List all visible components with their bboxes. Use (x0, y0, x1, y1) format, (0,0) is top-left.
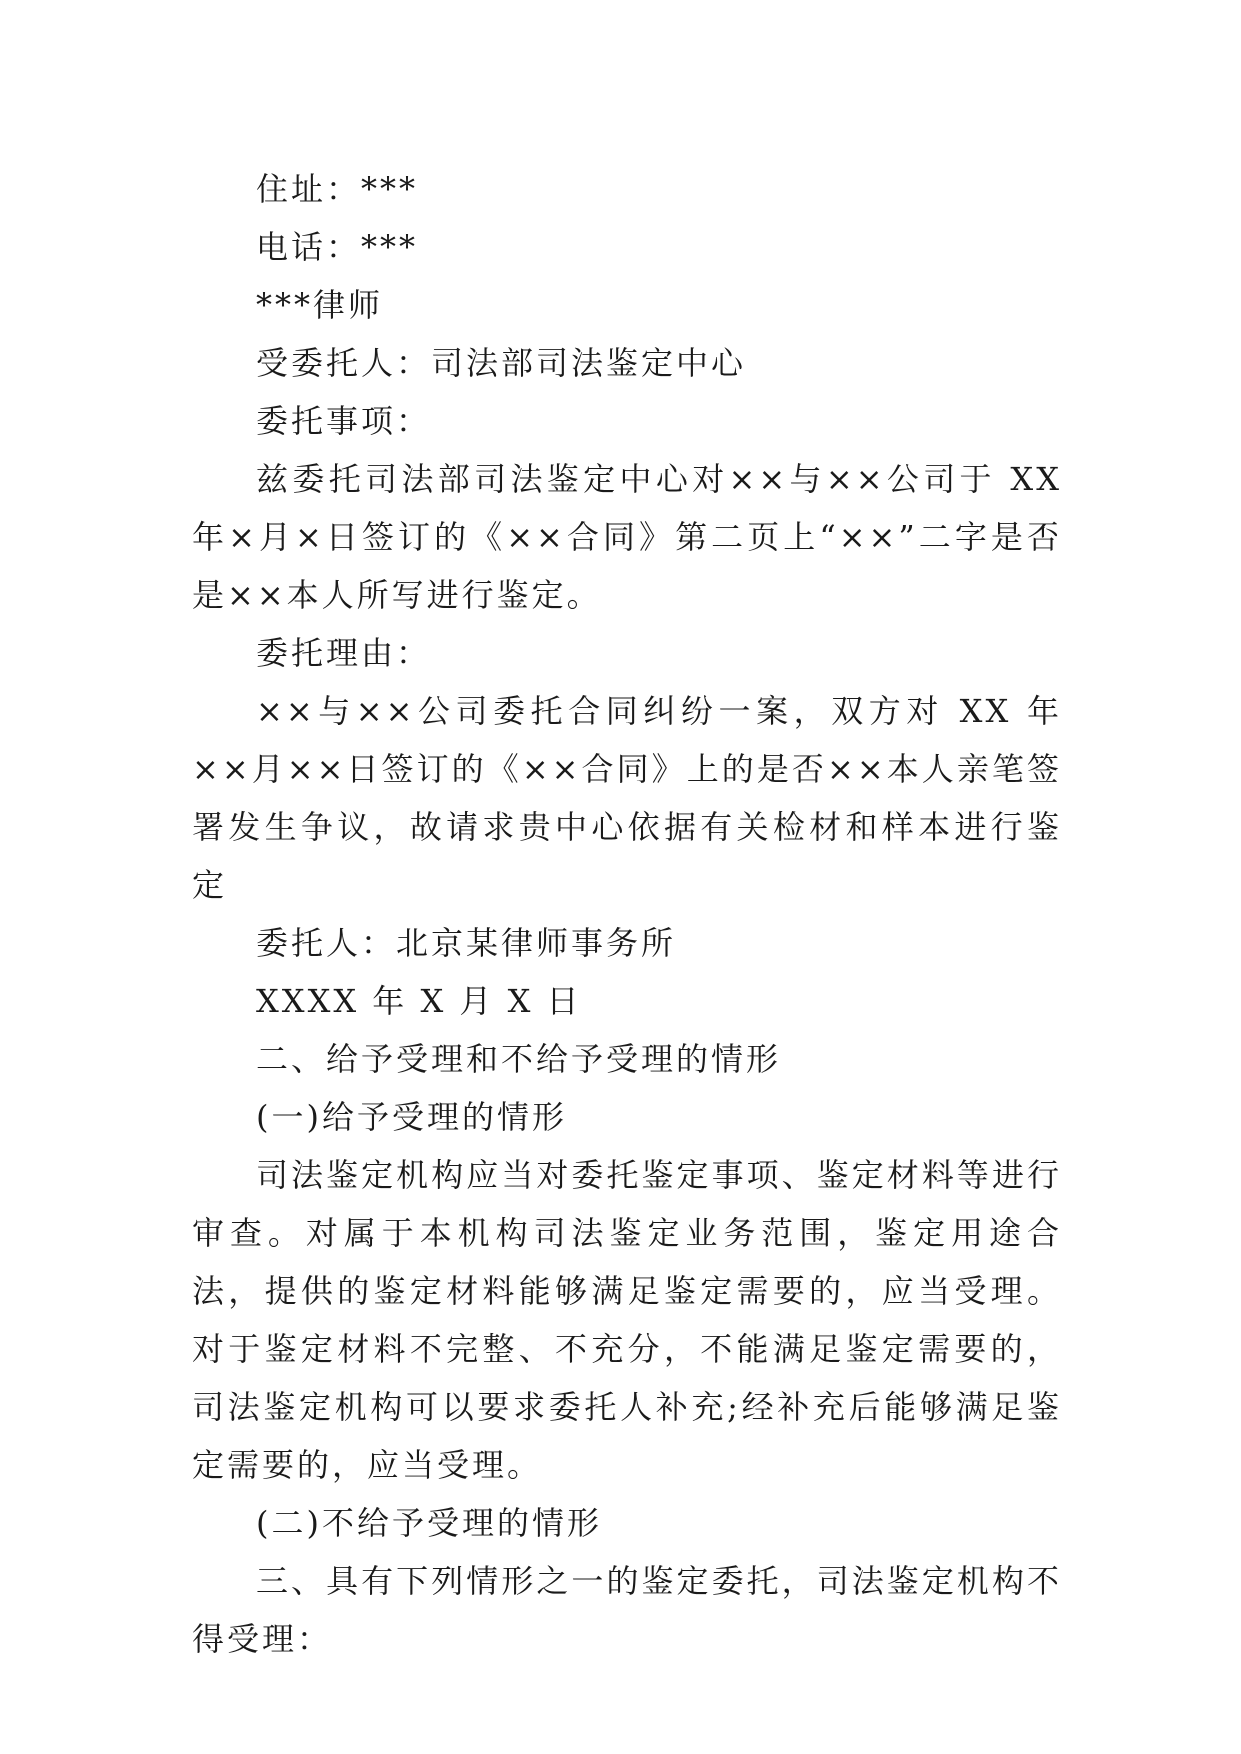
entrusted-matter-heading: 委托事项： (256, 402, 432, 440)
subsection-one-heading: (一)给予受理的情形 (256, 1098, 567, 1136)
subsection-one-text: 司法鉴定机构应当对委托鉴定事项、鉴定材料等进行审查。对属于本机构司法鉴定业务范围，鉴定用途合法，提供的鉴定材料能够满足鉴定需要的，应当受理。对于鉴定材料不完整、不充分，不能满足鉴定需要的，司法鉴定机构可以要求委托人补充;经补充后能够满足鉴定需要的，应当受理。 (192, 1156, 1062, 1484)
document-page (192, 160, 1062, 1668)
section-three-text: 三、具有下列情形之一的鉴定委托，司法鉴定机构不得受理： (192, 1562, 1062, 1658)
subsection-two-heading: (二)不给予受理的情形 (256, 1504, 602, 1542)
entrustment-reason-text: ××与××公司委托合同纠纷一案，双方对 XX 年××月××日签订的《××合同》上的是否××本人亲笔签署发生争议，故请求贵中心依据有关检材和样本进行鉴定 (192, 692, 1062, 904)
trustee-line: 受委托人：司法部司法鉴定中心 (256, 344, 747, 382)
date-line: XXXX 年 X 月 X 日 (256, 982, 582, 1020)
client-line: 委托人：北京某律师事务所 (256, 924, 677, 962)
entrusted-matter-text: 兹委托司法部司法鉴定中心对××与××公司于 XX 年×月×日签订的《××合同》第二页上“××”二字是否是××本人所写进行鉴定。 (192, 460, 1062, 614)
entrustment-reason-heading: 委托理由： (256, 634, 432, 672)
section-two-heading: 二、给予受理和不给予受理的情形 (256, 1040, 782, 1078)
phone-line: 电话：*** (256, 228, 419, 266)
lawyer-line: ***律师 (256, 286, 384, 324)
address-line: 住址：*** (256, 170, 419, 208)
